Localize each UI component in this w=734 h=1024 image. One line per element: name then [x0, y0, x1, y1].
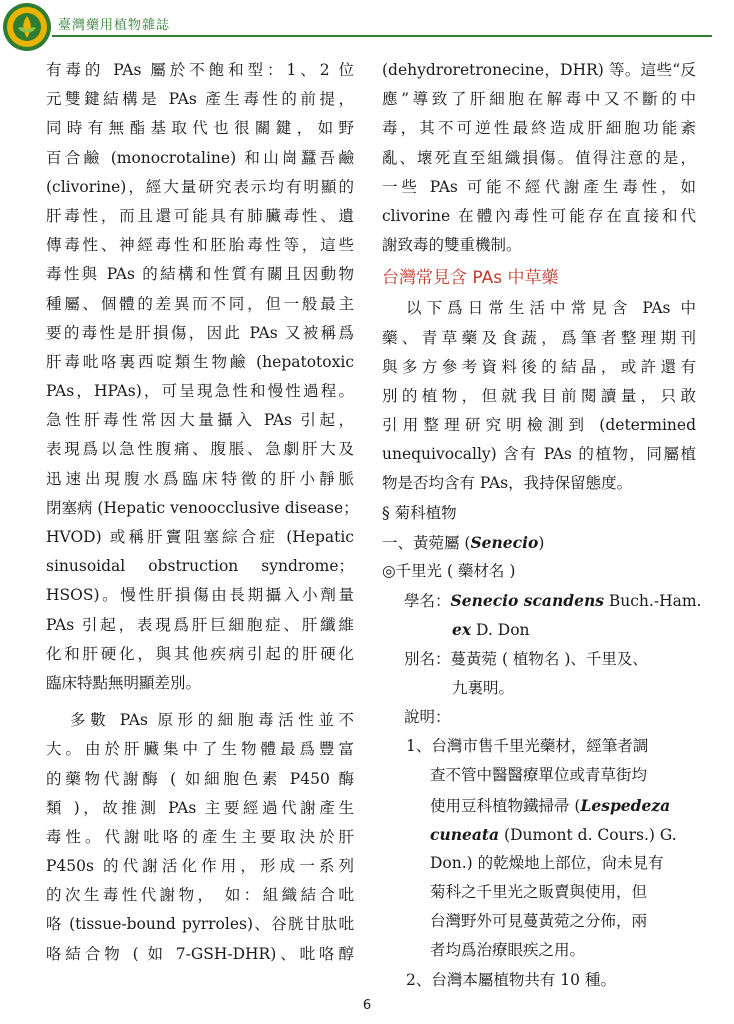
- body-line: 別的植物，但就我目前閱讀量，只敢: [382, 386, 696, 405]
- body-line: 元雙鍵結構是 PAs 產生毒性的前提，: [46, 90, 354, 109]
- alias-label: 別名：: [404, 649, 451, 668]
- journal-title: 臺灣藥用植物雜誌: [58, 18, 171, 33]
- body-line: 毒性與 PAs 的結構和性質有關且因動物: [46, 265, 354, 284]
- note-line: 台灣野外可見蔓黃菀之分佈，兩: [430, 912, 648, 931]
- note-line: Don.) 的乾燥地上部位，尙未見有: [430, 853, 664, 872]
- note-line: 1、台灣市售千里光藥材，經筆者調: [406, 737, 649, 756]
- scientific-name-line-2: [382, 615, 696, 644]
- body-line: 臨床特點無明顯差別。: [46, 673, 202, 692]
- genus-suffix: ): [538, 533, 545, 552]
- alias-text: 蔓黃菀 ( 植物名 )、千里及、: [450, 649, 648, 668]
- body-line: 毒性。代謝吡咯的產生主要取決於肝: [46, 827, 354, 846]
- right-column: [382, 56, 702, 995]
- journal-logo-icon: [2, 2, 52, 52]
- body-line: 多數 PAs 原形的細胞毒活性並不: [70, 711, 354, 730]
- body-line: 急性肝毒性常因大量攝入 PAs 引起，: [46, 411, 354, 430]
- body-line: 咯 (tissue-bound pyrroles)、谷胱甘肽吡: [46, 915, 354, 934]
- body-line: 肝毒吡咯裏西啶類生物鹼 (hepatotoxic: [46, 352, 354, 371]
- sci-name: Senecio scandens: [450, 591, 604, 611]
- body-line: HSOS)。慢性肝損傷由長期攝入小劑量: [46, 586, 354, 605]
- body-line: 藥、青草藥及食蔬，爲筆者整理期刊: [382, 328, 696, 347]
- body-line: 表現爲以急性腹痛、腹脹、急劇肝大及: [46, 440, 354, 459]
- note-line: [382, 820, 696, 849]
- sci-author-2: D. Don: [471, 621, 530, 640]
- note-text: 使用豆科植物鐵掃帚 (: [430, 796, 581, 815]
- body-line: 物是否均含有 PAs，我持保留態度。: [382, 474, 633, 493]
- body-line: 以下爲日常生活中常見含 PAs 中: [406, 299, 696, 318]
- note-text: (Dumont d. Cours.) G.: [499, 825, 677, 844]
- body-line: 大。由於肝臟集中了生物體最爲豐富: [46, 740, 354, 759]
- body-line: sinusoidal obstruction syndrome；: [46, 557, 354, 576]
- sci-ex: ex: [452, 620, 472, 640]
- body-line: 亂、壞死直至組織損傷。值得注意的是，: [382, 148, 696, 167]
- body-line: 同時有無酯基取代也很關鍵，如野: [46, 119, 354, 138]
- body-line: 咯結合物 ( 如 7-GSH-DHR)、吡咯醇: [46, 944, 354, 963]
- genus-latin: Senecio: [470, 532, 539, 552]
- body-line: (dehydroretronecine，DHR) 等。這些“反: [382, 61, 696, 79]
- alias-line-2: 九裏明。: [452, 678, 515, 697]
- sci-author: Buch.-Ham.: [603, 592, 702, 611]
- body-line: 引用整理研究明檢測到 (determined: [382, 416, 696, 435]
- body-line: 要的毒性是肝損傷，因此 PAs 又被稱爲: [46, 323, 354, 342]
- sci-label: 學名：: [404, 592, 451, 611]
- body-line: 肝毒性，而且還可能具有肺臟毒性、遺: [46, 206, 354, 225]
- body-line: 毒，其不可逆性最終造成肝細胞功能紊: [382, 119, 696, 138]
- header-divider: [52, 35, 712, 37]
- note-latin: Lespedeza: [580, 795, 671, 815]
- body-line: P450s 的代謝活化作用，形成一系列: [46, 857, 354, 876]
- body-line: 類 )，故推測 PAs 主要經過代謝產生: [46, 798, 354, 817]
- body-line: (clivorine)，經大量研究表示均有明顯的: [46, 177, 354, 196]
- body-line: 種屬、個體的差異而不同，但一般最主: [46, 294, 354, 313]
- body-line: 謝致毒的雙重機制。: [382, 236, 522, 255]
- herb-name: ◎千里光 ( 藥材名 ): [382, 562, 516, 580]
- note-latin: cuneata: [430, 824, 500, 844]
- alias-line: [382, 645, 696, 674]
- body-line: HVOD) 或稱肝竇阻塞綜合症 (Hepatic: [46, 528, 354, 546]
- page-number: 6: [362, 998, 372, 1013]
- body-line: 與多方參考資料後的結晶，或許還有: [382, 357, 696, 376]
- note-line: [382, 791, 696, 820]
- body-line: PAs 引起，表現爲肝巨細胞症、肝纖維: [46, 615, 354, 634]
- body-line: 閉塞病 (Hepatic venoocclusive disease；: [46, 498, 359, 517]
- body-line: 一些 PAs 可能不經代謝產生毒性，如: [382, 177, 696, 196]
- body-line: 迅速出現腹水爲臨床特徵的肝小靜脈: [46, 469, 354, 488]
- body-line: 的藥物代謝酶 ( 如細胞色素 P450 酶: [46, 769, 354, 788]
- body-line: PAs，HPAs)，可呈現急性和慢性過程。: [46, 382, 354, 401]
- body-line: 傳毒性、神經毒性和胚胎毒性等，這些: [46, 236, 354, 255]
- page-header: [0, 0, 734, 56]
- genus-prefix: 一、黃菀屬 (: [382, 533, 471, 552]
- note-line: 菊科之千里光之販賣與使用，但: [430, 883, 648, 902]
- body-line: 應”導致了肝細胞在解毒中又不斷的中: [382, 90, 696, 109]
- body-line: unequivocally) 含有 PAs 的植物，同屬植: [382, 445, 696, 464]
- family-label: § 菊科植物: [382, 503, 457, 522]
- body-line: 的次生毒性代謝物， 如：組織結合吡: [46, 886, 354, 905]
- note-line: 查不管中醫醫療單位或青草街均: [430, 766, 648, 785]
- body-line: 百合鹼 (monocrotaline) 和山崗蠶吾鹼: [46, 148, 354, 167]
- description-label: 說明：: [404, 707, 451, 726]
- note-line: 者均爲治療眼疾之用。: [430, 941, 586, 960]
- body-line: 化和肝硬化，與其他疾病引起的肝硬化: [46, 644, 354, 663]
- genus-label: [382, 528, 696, 557]
- section-heading: 台灣常見含 PAs 中草藥: [382, 268, 559, 289]
- body-line: clivorine 在體內毒性可能存在直接和代: [382, 206, 696, 225]
- left-column: [46, 56, 359, 969]
- note-line: 2、台灣本屬植物共有 10 種。: [406, 970, 616, 989]
- body-line: 有毒的 PAs 屬於不飽和型：1、2 位: [46, 61, 354, 79]
- scientific-name-line: [382, 586, 702, 615]
